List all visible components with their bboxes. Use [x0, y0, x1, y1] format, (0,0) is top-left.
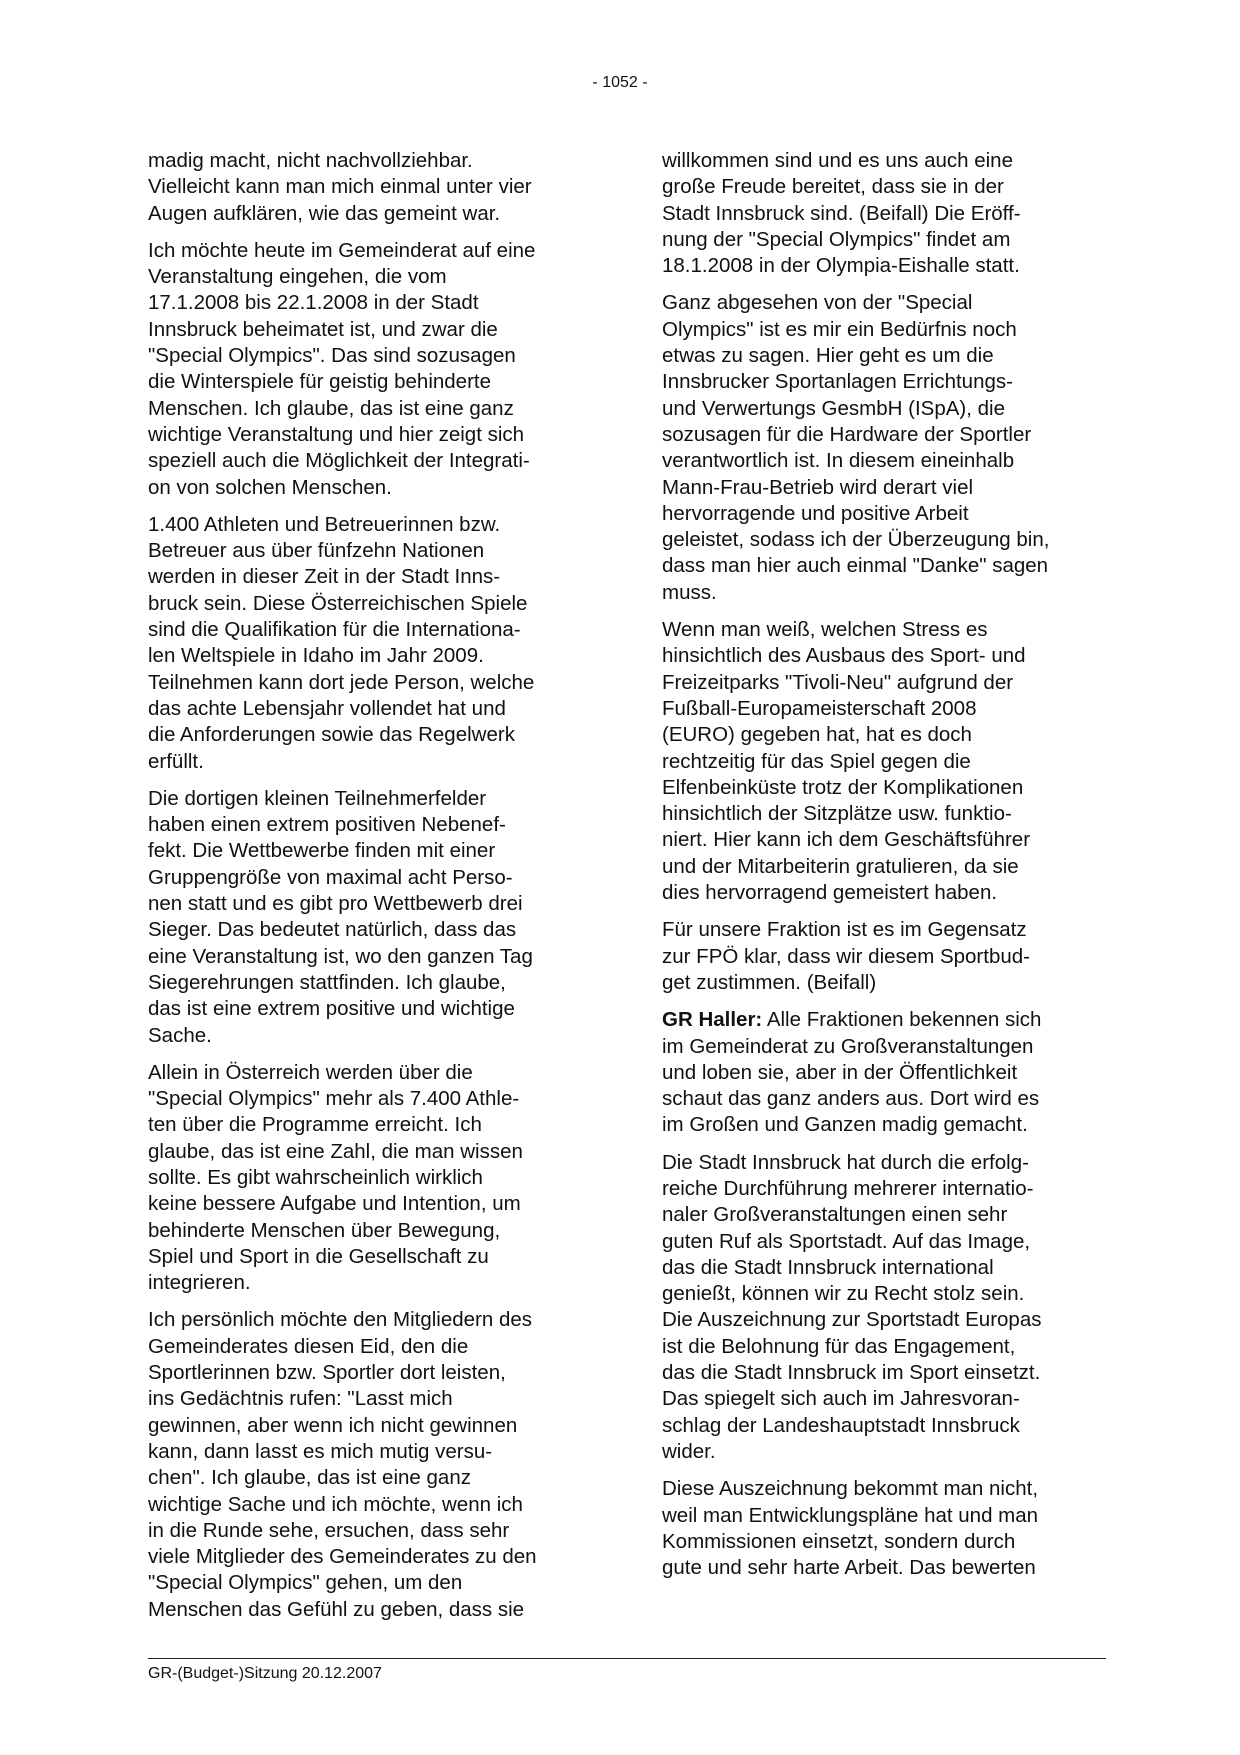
paragraph-line: "Special Olympics" gehen, um den	[148, 1571, 463, 1595]
paragraph-line: integrieren.	[148, 1271, 251, 1295]
paragraph-line: in die Runde sehe, ersuchen, dass sehr	[148, 1518, 510, 1542]
paragraph-line: 17.1.2008 bis 22.1.2008 in der Stadt	[148, 291, 479, 315]
paragraph-line: weil man Entwicklungspläne hat und man	[662, 1503, 1039, 1527]
paragraph-line: eine Veranstaltung ist, wo den ganzen Tag	[148, 944, 533, 968]
paragraph-line: Betreuer aus über fünfzehn Nationen	[148, 539, 485, 563]
paragraph-line: Vielleicht kann man mich einmal unter vier	[148, 175, 532, 199]
paragraph-line: ist die Belohnung für das Engagement,	[662, 1334, 1016, 1358]
paragraph-line: madig macht, nicht nachvollziehbar.	[148, 149, 473, 172]
paragraph-line: naler Großveranstaltungen einen sehr	[662, 1203, 1008, 1227]
paragraph-line: sollte. Es gibt wahrscheinlich wirklich	[148, 1165, 483, 1189]
paragraph-line: muss.	[662, 580, 717, 604]
paragraph-line: 1.400 Athleten und Betreuerinnen bzw.	[148, 512, 501, 536]
paragraph-line: Teilnehmen kann dort jede Person, welche	[148, 670, 535, 694]
paragraph-line: on von solchen Menschen.	[148, 475, 392, 499]
paragraph-line: wider.	[662, 1439, 716, 1463]
paragraph	[148, 1307, 588, 1623]
paragraph-line: werden in dieser Zeit in der Stadt Inns-	[148, 565, 501, 589]
paragraph-line: die Winterspiele für geistig behinderte	[148, 370, 491, 394]
paragraph-line: Die Stadt Innsbruck hat durch die erfolg-	[662, 1150, 1029, 1174]
paragraph-line: hinsichtlich der Sitzplätze usw. funktio-	[662, 802, 1012, 826]
left-column	[148, 148, 588, 1634]
paragraph-line: speziell auch die Möglichkeit der Integrati-	[148, 449, 530, 473]
paragraph-line: zur FPÖ klar, dass wir diesem Sportbud-	[662, 944, 1030, 968]
paragraph-line: das ist eine extrem positive und wichtige	[148, 997, 515, 1021]
paragraph-line: wichtige Veranstaltung und hier zeigt sich	[148, 422, 525, 446]
paragraph-line: dies hervorragend gemeistert haben.	[662, 881, 998, 905]
paragraph	[662, 1476, 1108, 1581]
paragraph-line: sind die Qualifikation für die Internationa-	[148, 618, 521, 642]
paragraph-line: glaube, das ist eine Zahl, die man wissen	[148, 1139, 523, 1163]
paragraph-line: behinderte Menschen über Bewegung,	[148, 1218, 501, 1242]
paragraph-line: get zustimmen. (Beifall)	[662, 970, 877, 994]
paragraph	[662, 617, 1108, 906]
paragraph-line: Die dortigen kleinen Teilnehmerfelder	[148, 786, 487, 810]
paragraph-line: viele Mitglieder des Gemeinderates zu den	[148, 1545, 537, 1569]
paragraph-line: Ich persönlich möchte den Mitgliedern des	[148, 1308, 533, 1332]
paragraph-line: Veranstaltung eingehen, die vom	[148, 265, 447, 289]
paragraph-line	[662, 1007, 1108, 1033]
paragraph-line: die Anforderungen sowie das Regelwerk	[148, 723, 515, 747]
paragraph-line: Fußball-Europameisterschaft 2008	[662, 696, 977, 720]
right-column	[662, 148, 1108, 1592]
paragraph-line: fekt. Die Wettbewerbe finden mit einer	[148, 839, 496, 863]
speaker-paragraph	[662, 1007, 1108, 1138]
paragraph-line: chen". Ich glaube, das ist eine ganz	[148, 1466, 471, 1490]
paragraph-line: (EURO) gegeben hat, hat es doch	[662, 723, 972, 747]
paragraph-line: len Weltspiele in Idaho im Jahr 2009.	[148, 644, 484, 668]
paragraph-line: dass man hier auch einmal "Danke" sagen	[662, 554, 1049, 578]
paragraph-line: Gemeinderates diesen Eid, den die	[148, 1334, 469, 1358]
paragraph-line: Für unsere Fraktion ist es im Gegensatz	[662, 918, 1027, 942]
paragraph	[662, 290, 1108, 606]
paragraph-line: "Special Olympics" mehr als 7.400 Athle-	[148, 1087, 520, 1111]
paragraph-line: und loben sie, aber in der Öffentlichkeit	[662, 1060, 1018, 1084]
paragraph-line: Allein in Österreich werden über die	[148, 1060, 473, 1084]
footer-divider	[148, 1658, 1106, 1659]
paragraph-line: gute und sehr harte Arbeit. Das bewerten	[662, 1556, 1036, 1580]
paragraph-line: ins Gedächtnis rufen: "Lasst mich	[148, 1387, 453, 1411]
paragraph-line: ten über die Programme erreicht. Ich	[148, 1113, 482, 1137]
paragraph-line: Siegerehrungen stattfinden. Ich glaube,	[148, 970, 506, 994]
paragraph-line: Spiel und Sport in die Gesellschaft zu	[148, 1244, 489, 1268]
paragraph-line: etwas zu sagen. Hier geht es um die	[662, 344, 994, 368]
paragraph-line: sozusagen für die Hardware der Sportler	[662, 422, 1032, 446]
paragraph-line: Wenn man weiß, welchen Stress es	[662, 618, 988, 642]
paragraph	[148, 512, 588, 775]
paragraph-line: hervorragende und positive Arbeit	[662, 501, 969, 525]
paragraph	[148, 148, 588, 227]
paragraph-line: Ich möchte heute im Gemeinderat auf eine	[148, 238, 536, 262]
paragraph-line: Die Auszeichnung zur Sportstadt Europas	[662, 1308, 1042, 1332]
footer-session-label: GR-(Budget-)Sitzung 20.12.2007	[148, 1665, 382, 1682]
paragraph-line: Elfenbeinküste trotz der Komplikationen	[662, 775, 1024, 799]
paragraph-line: Das spiegelt sich auch im Jahresvoran-	[662, 1387, 1020, 1411]
paragraph-line: guten Ruf als Sportstadt. Auf das Image,	[662, 1229, 1031, 1253]
paragraph-line: rechtzeitig für das Spiel gegen die	[662, 749, 971, 773]
paragraph-line: nung der "Special Olympics" findet am	[662, 227, 1011, 251]
paragraph-line: Augen aufklären, wie das gemeint war.	[148, 201, 501, 225]
paragraph-line: das die Stadt Innsbruck im Sport einsetzt.	[662, 1361, 1041, 1385]
paragraph	[148, 238, 588, 501]
paragraph	[662, 1150, 1108, 1466]
paragraph-line: Kommissionen einsetzt, sondern durch	[662, 1529, 1016, 1553]
paragraph-line: schlag der Landeshauptstadt Innsbruck	[662, 1413, 1020, 1437]
paragraph-line: Diese Auszeichnung bekommt man nicht,	[662, 1477, 1039, 1501]
paragraph-line: Menschen das Gefühl zu geben, dass sie	[148, 1597, 525, 1621]
paragraph-line: haben einen extrem positiven Nebenef-	[148, 813, 506, 837]
paragraph-line: bruck sein. Diese Österreichischen Spiele	[148, 591, 528, 615]
paragraph-line: das die Stadt Innsbruck international	[662, 1255, 994, 1279]
paragraph-line: das achte Lebensjahr vollendet hat und	[148, 696, 506, 720]
paragraph-line: genießt, können wir zu Recht stolz sein.	[662, 1282, 1025, 1306]
paragraph-line: Sieger. Das bedeutet natürlich, dass das	[148, 918, 517, 942]
paragraph-line: hinsichtlich des Ausbaus des Sport- und	[662, 644, 1026, 668]
paragraph	[662, 148, 1108, 279]
paragraph-line: und Verwertungs GesmbH (ISpA), die	[662, 396, 1005, 420]
paragraph	[148, 1060, 588, 1297]
paragraph-line: verantwortlich ist. In diesem eineinhalb	[662, 449, 1015, 473]
paragraph-line: Stadt Innsbruck sind. (Beifall) Die Eröff-	[662, 201, 1021, 225]
paragraph-line: im Gemeinderat zu Großveranstaltungen	[662, 1034, 1034, 1058]
paragraph-line: 18.1.2008 in der Olympia-Eishalle statt.	[662, 254, 1020, 278]
paragraph-line: keine bessere Aufgabe und Intention, um	[148, 1192, 521, 1216]
paragraph-line: gewinnen, aber wenn ich nicht gewinnen	[148, 1413, 518, 1437]
paragraph-line: willkommen sind und es uns auch eine	[662, 149, 1013, 172]
paragraph-line: und der Mitarbeiterin gratulieren, da sie	[662, 854, 1019, 878]
paragraph-line: erfüllt.	[148, 749, 204, 773]
paragraph-line: Olympics" ist es mir ein Bedürfnis noch	[662, 317, 1017, 341]
paragraph-line: Menschen. Ich glaube, das ist eine ganz	[148, 396, 514, 420]
paragraph-line: nen statt und es gibt pro Wettbewerb drei	[148, 892, 523, 916]
paragraph-line: wichtige Sache und ich möchte, wenn ich	[148, 1492, 523, 1516]
paragraph-line: Sportlerinnen bzw. Sportler dort leisten,	[148, 1361, 506, 1385]
paragraph-line: kann, dann lasst es mich mutig versu-	[148, 1439, 493, 1463]
paragraph-line: Ganz abgesehen von der "Special	[662, 291, 973, 315]
speaker-text: Alle Fraktionen bekennen sich	[762, 1008, 1042, 1032]
paragraph-line: reiche Durchführung mehrerer internatio-	[662, 1176, 1034, 1200]
paragraph-line: Mann-Frau-Betrieb wird derart viel	[662, 475, 974, 499]
paragraph-line: Sache.	[148, 1023, 212, 1047]
paragraph	[148, 786, 588, 1049]
paragraph-line: im Großen und Ganzen madig gemacht.	[662, 1113, 1028, 1137]
paragraph-line: geleistet, sodass ich der Überzeugung bin,	[662, 528, 1050, 552]
paragraph-line: niert. Hier kann ich dem Geschäftsführer	[662, 828, 1031, 852]
page-number: - 1052 -	[592, 74, 648, 91]
paragraph-line: Freizeitparks "Tivoli-Neu" aufgrund der	[662, 670, 1014, 694]
paragraph-line: schaut das ganz anders aus. Dort wird es	[662, 1087, 1040, 1111]
paragraph-line: "Special Olympics". Das sind sozusagen	[148, 344, 516, 368]
paragraph-line: Innsbruck beheimatet ist, und zwar die	[148, 317, 498, 341]
paragraph-line: große Freude bereitet, dass sie in der	[662, 175, 1004, 199]
paragraph-line: Gruppengröße von maximal acht Perso-	[148, 865, 513, 889]
speaker-name: GR Haller:	[662, 1008, 763, 1032]
paragraph-line: Innsbrucker Sportanlagen Errichtungs-	[662, 370, 1013, 394]
paragraph	[662, 917, 1108, 996]
